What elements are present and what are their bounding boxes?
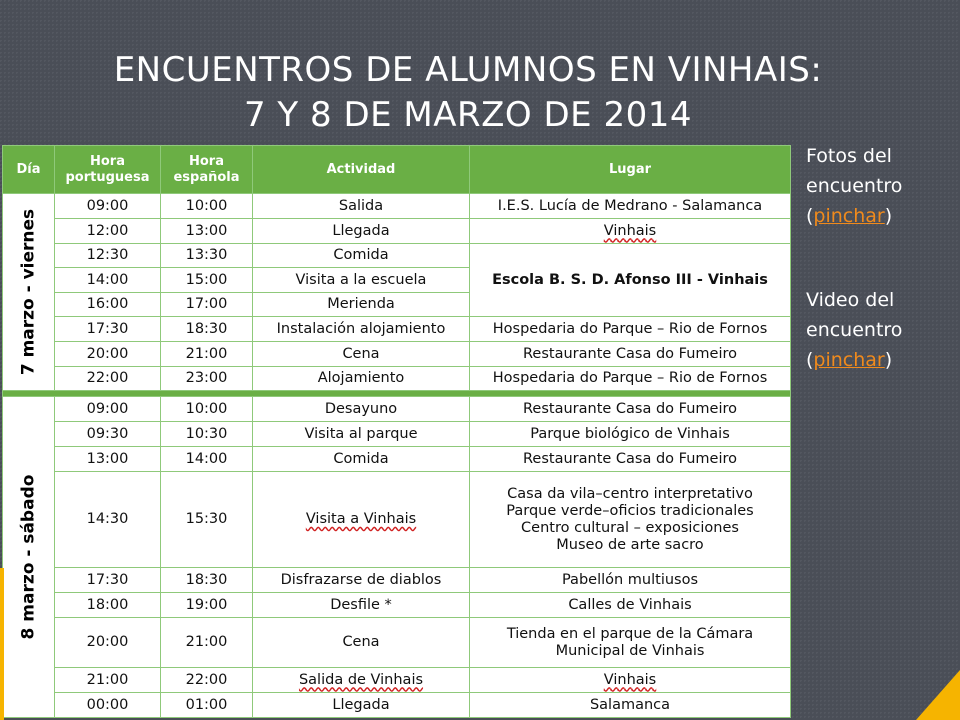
accent-bar bbox=[0, 568, 4, 720]
hora-es-cell: 22:00 bbox=[161, 668, 253, 693]
lugar-cell: Hospedaria do Parque – Rio de Fornos bbox=[470, 367, 791, 391]
actividad-cell: Comida bbox=[253, 244, 470, 268]
actividad-cell: Cena bbox=[253, 618, 470, 668]
actividad-cell: Salida bbox=[253, 194, 470, 219]
hora-pt-cell: 09:00 bbox=[55, 397, 161, 422]
hora-es-cell: 17:00 bbox=[161, 293, 253, 317]
header-dia: Día bbox=[3, 146, 55, 194]
header-hora-espanola: Hora española bbox=[161, 146, 253, 194]
lugar-cell: Calles de Vinhais bbox=[470, 593, 791, 618]
actividad-cell: Instalación alojamiento bbox=[253, 317, 470, 342]
actividad-cell: Visita a Vinhais bbox=[253, 472, 470, 568]
header-actividad: Actividad bbox=[253, 146, 470, 194]
hora-pt-cell: 12:30 bbox=[55, 244, 161, 268]
day-label: 7 marzo - viernes bbox=[18, 208, 38, 376]
hora-pt-cell: 17:30 bbox=[55, 568, 161, 593]
lugar-cell: Salamanca bbox=[470, 693, 791, 718]
actividad-cell: Comida bbox=[253, 447, 470, 472]
hora-es-cell: 13:30 bbox=[161, 244, 253, 268]
hora-pt-cell: 17:30 bbox=[55, 317, 161, 342]
header-hora-portuguesa: Hora portuguesa bbox=[55, 146, 161, 194]
actividad-cell: Merienda bbox=[253, 293, 470, 317]
table-row bbox=[3, 447, 791, 472]
hora-es-cell: 15:00 bbox=[161, 268, 253, 293]
hora-es-cell: 13:00 bbox=[161, 219, 253, 244]
table-row bbox=[3, 194, 791, 219]
hora-pt-cell: 22:00 bbox=[55, 367, 161, 391]
fotos-section: Fotos del encuentro (pinchar) bbox=[806, 141, 956, 231]
video-label-line-2: encuentro bbox=[806, 319, 903, 341]
actividad-cell: Desfile * bbox=[253, 593, 470, 618]
actividad-cell: Alojamiento bbox=[253, 367, 470, 391]
table-row bbox=[3, 472, 791, 568]
lugar-cell: Restaurante Casa do Fumeiro bbox=[470, 397, 791, 422]
slide-title-line-1: ENCUENTROS DE ALUMNOS EN VINHAIS: bbox=[113, 50, 823, 90]
lugar-cell: Vinhais bbox=[470, 668, 791, 693]
hora-es-cell: 14:00 bbox=[161, 447, 253, 472]
video-label-line-1: Video del bbox=[806, 289, 895, 311]
hora-pt-cell: 14:30 bbox=[55, 472, 161, 568]
hora-pt-cell: 18:00 bbox=[55, 593, 161, 618]
table-header-row bbox=[3, 146, 791, 194]
day-cell-8-marzo bbox=[3, 397, 55, 718]
lugar-cell: Restaurante Casa do Fumeiro bbox=[470, 447, 791, 472]
hora-pt-cell: 09:00 bbox=[55, 194, 161, 219]
lugar-cell-multiline: Tienda en el parque de la Cámara Municipal de Vinhais bbox=[470, 618, 791, 668]
lugar-cell: I.E.S. Lucía de Medrano - Salamanca bbox=[470, 194, 791, 219]
table-row bbox=[3, 317, 791, 342]
actividad-cell: Cena bbox=[253, 342, 470, 367]
hora-pt-cell: 13:00 bbox=[55, 447, 161, 472]
fotos-label-line-2: encuentro bbox=[806, 175, 903, 197]
hora-es-cell: 21:00 bbox=[161, 342, 253, 367]
lugar-cell: Pabellón multiusos bbox=[470, 568, 791, 593]
hora-es-cell: 19:00 bbox=[161, 593, 253, 618]
actividad-cell: Visita al parque bbox=[253, 422, 470, 447]
actividad-cell: Desayuno bbox=[253, 397, 470, 422]
table-row bbox=[3, 568, 791, 593]
lugar-cell: Restaurante Casa do Fumeiro bbox=[470, 342, 791, 367]
hora-pt-cell: 20:00 bbox=[55, 618, 161, 668]
day-label: 8 marzo - sábado bbox=[18, 474, 38, 640]
table-row bbox=[3, 593, 791, 618]
lugar-cell-multiline: Casa da vila–centro interpretativo Parque verde–oficios tradicionales Centro cultural – exposiciones Museo de arte sacro bbox=[470, 472, 791, 568]
header-lugar: Lugar bbox=[470, 146, 791, 194]
hora-pt-cell: 21:00 bbox=[55, 668, 161, 693]
fotos-label-line-1: Fotos del bbox=[806, 145, 892, 167]
actividad-cell: Visita a la escuela bbox=[253, 268, 470, 293]
day-cell-7-marzo bbox=[3, 194, 55, 391]
video-pinchar-link[interactable]: pinchar bbox=[813, 349, 885, 371]
hora-es-cell: 18:30 bbox=[161, 317, 253, 342]
hora-es-cell: 10:00 bbox=[161, 397, 253, 422]
hora-es-cell: 15:30 bbox=[161, 472, 253, 568]
table-row bbox=[3, 342, 791, 367]
fotos-pinchar-link[interactable]: pinchar bbox=[813, 205, 885, 227]
slide-title-line-2: 7 Y 8 DE MARZO DE 2014 bbox=[243, 95, 692, 135]
table-row bbox=[3, 219, 791, 244]
lugar-cell: Vinhais bbox=[470, 219, 791, 244]
hora-es-cell: 01:00 bbox=[161, 693, 253, 718]
hora-es-cell: 18:30 bbox=[161, 568, 253, 593]
table-row bbox=[3, 422, 791, 447]
lugar-cell: Hospedaria do Parque – Rio de Fornos bbox=[470, 317, 791, 342]
table-row bbox=[3, 693, 791, 718]
actividad-cell: Salida de Vinhais bbox=[253, 668, 470, 693]
table-row bbox=[3, 618, 791, 668]
hora-es-cell: 23:00 bbox=[161, 367, 253, 391]
lugar-cell: Parque biológico de Vinhais bbox=[470, 422, 791, 447]
table-row bbox=[3, 668, 791, 693]
actividad-cell: Llegada bbox=[253, 219, 470, 244]
hora-es-cell: 10:00 bbox=[161, 194, 253, 219]
table-row bbox=[3, 367, 791, 391]
corner-accent bbox=[916, 670, 960, 720]
hora-pt-cell: 09:30 bbox=[55, 422, 161, 447]
hora-pt-cell: 14:00 bbox=[55, 268, 161, 293]
hora-pt-cell: 16:00 bbox=[55, 293, 161, 317]
lugar-cell-escola: Escola B. S. D. Afonso III - Vinhais bbox=[470, 244, 791, 317]
table-row bbox=[3, 244, 791, 268]
actividad-cell: Llegada bbox=[253, 693, 470, 718]
hora-pt-cell: 12:00 bbox=[55, 219, 161, 244]
video-section: Video del encuentro (pinchar) bbox=[806, 285, 956, 375]
table-row bbox=[3, 397, 791, 422]
hora-es-cell: 10:30 bbox=[161, 422, 253, 447]
hora-pt-cell: 20:00 bbox=[55, 342, 161, 367]
actividad-cell: Disfrazarse de diablos bbox=[253, 568, 470, 593]
hora-es-cell: 21:00 bbox=[161, 618, 253, 668]
hora-pt-cell: 00:00 bbox=[55, 693, 161, 718]
schedule-table bbox=[2, 145, 791, 718]
